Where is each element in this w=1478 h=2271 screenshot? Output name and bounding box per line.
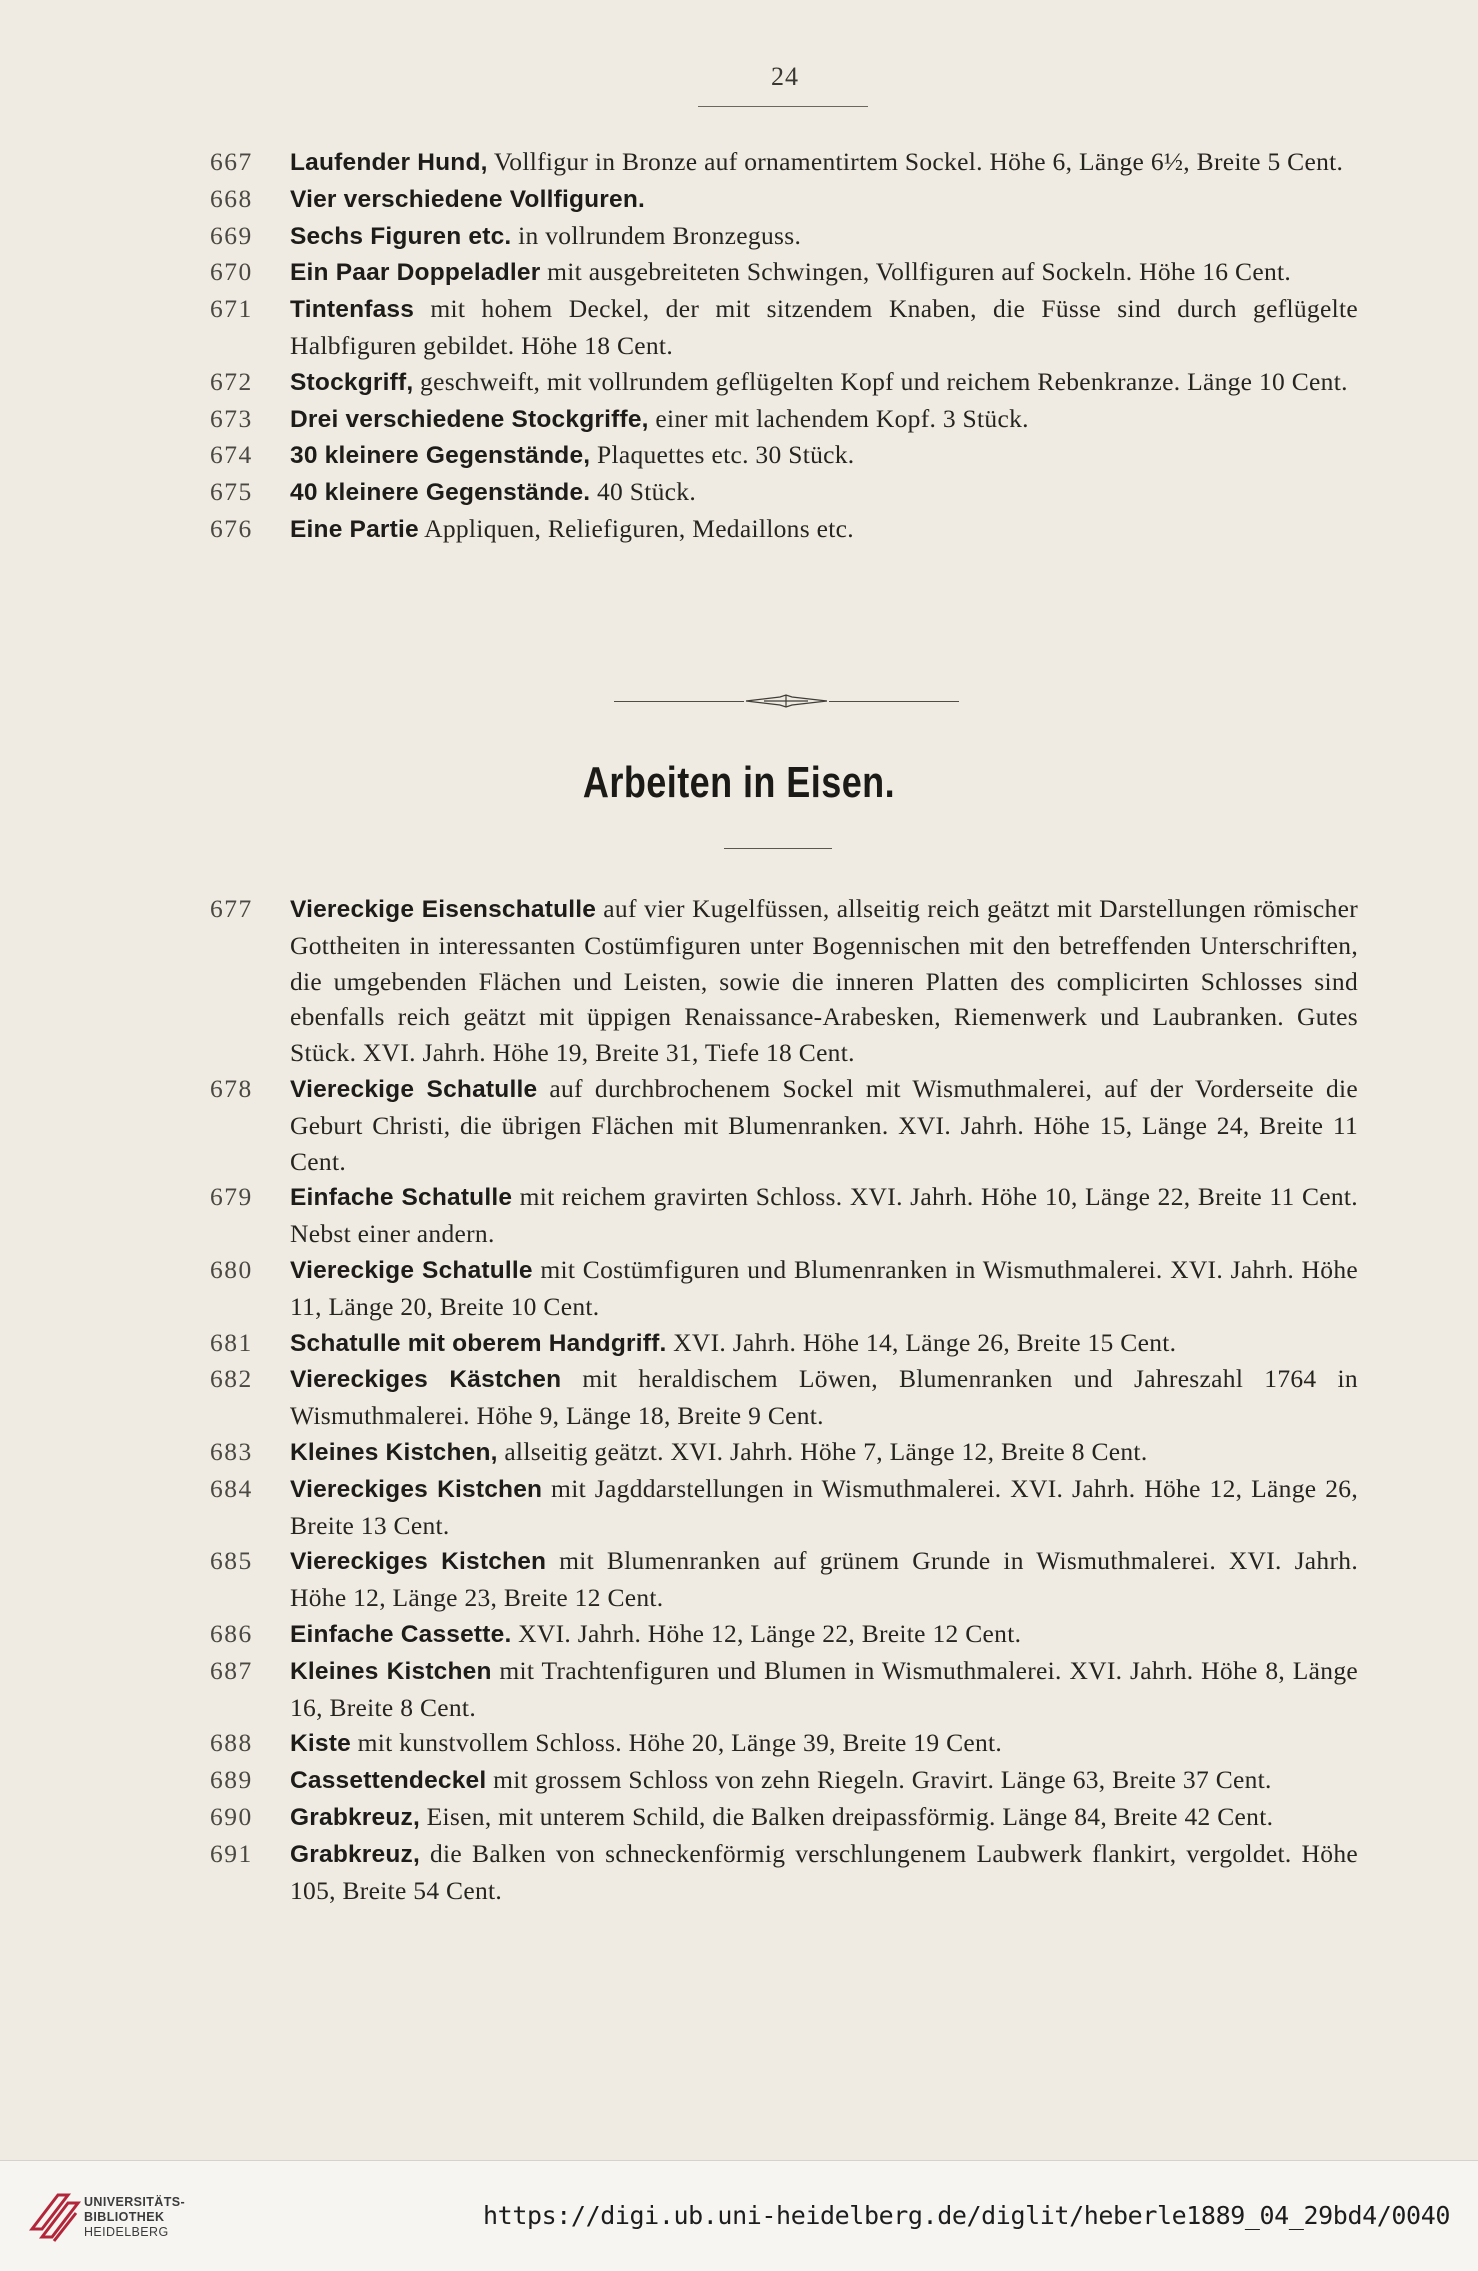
entry-title: Eine Partie xyxy=(290,515,419,543)
catalog-entry xyxy=(0,1543,1478,1616)
entry-description: Eisen, mit unterem Schild, die Balken dreipassförmig. Länge 84, Breite 42 Cent. xyxy=(420,1801,1274,1831)
entry-description: mit Jagddarstellungen in Wismuthmalerei. XVI. Jahrh. Höhe 12, Länge 26, Breite 13 Cent. xyxy=(290,1473,1358,1540)
library-name-line: UNIVERSITÄTS- xyxy=(84,2195,186,2209)
entry-title: Drei verschiedene Stockgriffe, xyxy=(290,405,649,433)
entry-description: XVI. Jahrh. Höhe 14, Länge 26, Breite 15 Cent. xyxy=(666,1327,1177,1357)
entry-number: 688 xyxy=(210,1728,253,1758)
catalog-entry xyxy=(0,218,1478,255)
catalog-entry xyxy=(0,1471,1478,1544)
entry-description: auf durchbrochenem Sockel mit Wismuthmalerei, auf der Vorderseite die Geburt Christi, die übrigen Flächen mit Blumenranken. XVI. Jahrh. Höhe 15, Länge 24, Breite 11 Cent. xyxy=(290,1073,1359,1176)
ub-heidelberg-logo-icon[interactable] xyxy=(28,2181,92,2251)
entry-description: Plaquettes etc. 30 Stück. xyxy=(590,440,855,470)
entry-number: 691 xyxy=(210,1838,253,1868)
catalog-entries-iron xyxy=(0,891,1478,1908)
entry-title: Kleines Kistchen xyxy=(290,1657,492,1685)
catalog-entry xyxy=(0,891,1478,1071)
entry-description: mit ausgebreiteten Schwingen, Vollfiguren auf Sockeln. Höhe 16 Cent. xyxy=(540,257,1292,287)
entry-number: 677 xyxy=(210,894,253,923)
entry-description: die Balken von schneckenförmig verschlungenem Laubwerk flankirt, vergoldet. Höhe 105, Breite 54 Cent. xyxy=(290,1838,1358,1905)
entry-description: Appliquen, Reliefiguren, Medaillons etc. xyxy=(418,513,854,543)
page-number-rule xyxy=(698,106,868,107)
entry-title: Grabkreuz, xyxy=(290,1840,420,1868)
entry-description: in vollrundem Bronzeguss. xyxy=(511,220,802,250)
catalog-entry xyxy=(0,437,1478,474)
catalog-entry xyxy=(0,1725,1478,1762)
entry-description: mit hohem Deckel, der mit sitzendem Knaben, die Füsse sind durch geflügelte Halbfiguren gebildet. Höhe 18 Cent. xyxy=(290,294,1358,360)
catalog-entry xyxy=(0,1252,1478,1325)
catalog-entry xyxy=(0,291,1478,364)
entry-description: mit reichem gravirten Schloss. XVI. Jahrh. Höhe 10, Länge 22, Breite 11 Cent. Nebst einer andern. xyxy=(290,1182,1358,1249)
entry-number: 675 xyxy=(210,477,253,507)
catalog-entry xyxy=(0,181,1478,218)
catalog-entry xyxy=(0,364,1478,401)
catalog-entry xyxy=(0,1653,1478,1726)
divider-line-right xyxy=(829,701,959,702)
catalog-entry xyxy=(0,1434,1478,1471)
section-heading: Arbeiten in Eisen. xyxy=(582,758,896,807)
entry-description: mit Blumenranken auf grünem Grunde in Wismuthmalerei. XVI. Jahrh. Höhe 12, Länge 23, Breite 12 Cent. xyxy=(290,1546,1358,1613)
entry-description: mit Trachtenfiguren und Blumen in Wismuthmalerei. XVI. Jahrh. Höhe 8, Länge 16, Breite 8 Cent. xyxy=(290,1655,1358,1722)
entry-number: 679 xyxy=(210,1182,253,1212)
catalog-entry xyxy=(0,401,1478,438)
catalog-entry xyxy=(0,1799,1478,1836)
entry-description: geschweift, mit vollrundem geflügelten Kopf und reichem Rebenkranze. Länge 10 Cent. xyxy=(413,366,1348,396)
catalog-entry xyxy=(0,254,1478,291)
entry-number: 668 xyxy=(210,183,253,213)
heading-rule xyxy=(724,848,832,849)
catalog-entry xyxy=(0,474,1478,511)
entry-title: Tintenfass xyxy=(290,296,415,324)
entry-number: 681 xyxy=(210,1327,253,1357)
entry-number: 671 xyxy=(210,294,253,324)
entry-number: 676 xyxy=(210,513,253,543)
entry-description: einer mit lachendem Kopf. 3 Stück. xyxy=(648,403,1029,433)
entry-number: 667 xyxy=(210,147,253,176)
permalink-url[interactable]: https://digi.ub.uni-heidelberg.de/diglit/heberle1889_04_29bd4/0040 xyxy=(483,2201,1450,2230)
entry-number: 685 xyxy=(210,1546,253,1576)
entry-description: allseitig geätzt. XVI. Jahrh. Höhe 7, Länge 12, Breite 8 Cent. xyxy=(497,1436,1148,1466)
library-name[interactable] xyxy=(84,2195,185,2240)
entry-number: 690 xyxy=(210,1801,253,1831)
entry-title: Viereckiges Kistchen xyxy=(290,1475,543,1503)
entry-title: Stockgriff, xyxy=(290,368,414,396)
entry-title: Schatulle mit oberem Handgriff. xyxy=(290,1329,667,1357)
catalog-entry xyxy=(0,1616,1478,1653)
entry-number: 686 xyxy=(210,1618,253,1648)
entry-title: Grabkreuz, xyxy=(290,1803,420,1831)
entry-title: Viereckige Schatulle xyxy=(290,1256,533,1284)
entry-title: 30 kleinere Gegenstände, xyxy=(290,442,591,470)
ornamental-divider xyxy=(614,694,959,708)
catalog-entry xyxy=(0,1071,1478,1179)
viewer-footer xyxy=(0,2160,1478,2271)
catalog-entry xyxy=(0,1361,1478,1434)
entry-title: Einfache Cassette. xyxy=(290,1620,512,1648)
entry-number: 682 xyxy=(210,1364,253,1394)
entry-title: Sechs Figuren etc. xyxy=(290,222,512,250)
entry-description: auf vier Kugelfüssen, allseitig reich geätzt mit Darstellungen römischer Gottheiten in interessanten Costümfiguren unter Bogennischen mit den betreffenden Unterschriften, die umgebenden Flächen und Leisten, sowie die inneren Platten des complicirten Schlosses sind ebenfalls reich geätzt mit üppigen Renaissance-Arabesken, Riemenwerk und Laubranken. Gutes Stück. XVI. Jahrh. Höhe 19, Breite 31, Tiefe 18 Cent. xyxy=(290,894,1358,1068)
divider-line-left xyxy=(614,701,744,702)
entry-title: Vier verschiedene Vollfiguren. xyxy=(290,185,646,213)
entry-description: Vollfigur in Bronze auf ornamentirtem Sockel. Höhe 6, Länge 6½, Breite 5 Cent. xyxy=(487,147,1344,176)
entry-title: 40 kleinere Gegenstände. xyxy=(290,479,591,507)
entry-number: 672 xyxy=(210,366,253,396)
entry-title: Ein Paar Doppeladler xyxy=(290,259,541,287)
entry-number: 680 xyxy=(210,1254,253,1284)
library-name-line: BIBLIOTHEK xyxy=(84,2210,165,2224)
entry-description: XVI. Jahrh. Höhe 12, Länge 22, Breite 12 Cent. xyxy=(511,1618,1022,1648)
entry-description: mit kunstvollem Schloss. Höhe 20, Länge 39, Breite 19 Cent. xyxy=(350,1728,1003,1758)
entry-title: Viereckige Eisenschatulle xyxy=(290,896,597,923)
entry-title: Viereckiges Kistchen xyxy=(290,1548,547,1576)
entry-number: 684 xyxy=(210,1473,253,1503)
entry-title: Viereckiges Kästchen xyxy=(290,1366,562,1394)
page-number: 24 xyxy=(771,62,799,91)
entry-number: 689 xyxy=(210,1765,253,1795)
catalog-entry xyxy=(0,511,1478,548)
entry-title: Laufender Hund, xyxy=(290,149,488,176)
entry-number: 673 xyxy=(210,403,253,433)
entry-title: Kleines Kistchen, xyxy=(290,1438,498,1466)
entry-description: mit heraldischem Löwen, Blumenranken und Jahreszahl 1764 in Wismuthmalerei. Höhe 9, Länge 18, Breite 9 Cent. xyxy=(290,1364,1358,1431)
library-name-line: HEIDELBERG xyxy=(84,2225,169,2239)
entry-description: 40 Stück. xyxy=(590,477,697,507)
entry-title: Cassettendeckel xyxy=(290,1767,487,1795)
catalog-entry xyxy=(0,144,1478,181)
entry-title: Einfache Schatulle xyxy=(290,1184,513,1212)
entry-number: 674 xyxy=(210,440,253,470)
entry-number: 678 xyxy=(210,1073,253,1103)
divider-ornament-icon xyxy=(744,694,829,708)
entry-description: mit Costümfiguren und Blumenranken in Wismuthmalerei. XVI. Jahrh. Höhe 11, Länge 20, Breite 10 Cent. xyxy=(290,1254,1358,1321)
entry-number: 687 xyxy=(210,1655,253,1685)
entry-number: 670 xyxy=(210,257,253,287)
entry-number: 683 xyxy=(210,1436,253,1466)
catalog-entry xyxy=(0,1762,1478,1799)
entry-title: Viereckige Schatulle xyxy=(290,1075,538,1103)
catalog-entry xyxy=(0,1836,1478,1909)
catalog-entry xyxy=(0,1325,1478,1362)
entry-description: mit grossem Schloss von zehn Riegeln. Gravirt. Länge 63, Breite 37 Cent. xyxy=(486,1765,1272,1795)
catalog-entry xyxy=(0,1179,1478,1252)
entry-number: 669 xyxy=(210,220,253,250)
catalog-entries-bronze xyxy=(0,144,1478,548)
entry-title: Kiste xyxy=(290,1730,351,1758)
